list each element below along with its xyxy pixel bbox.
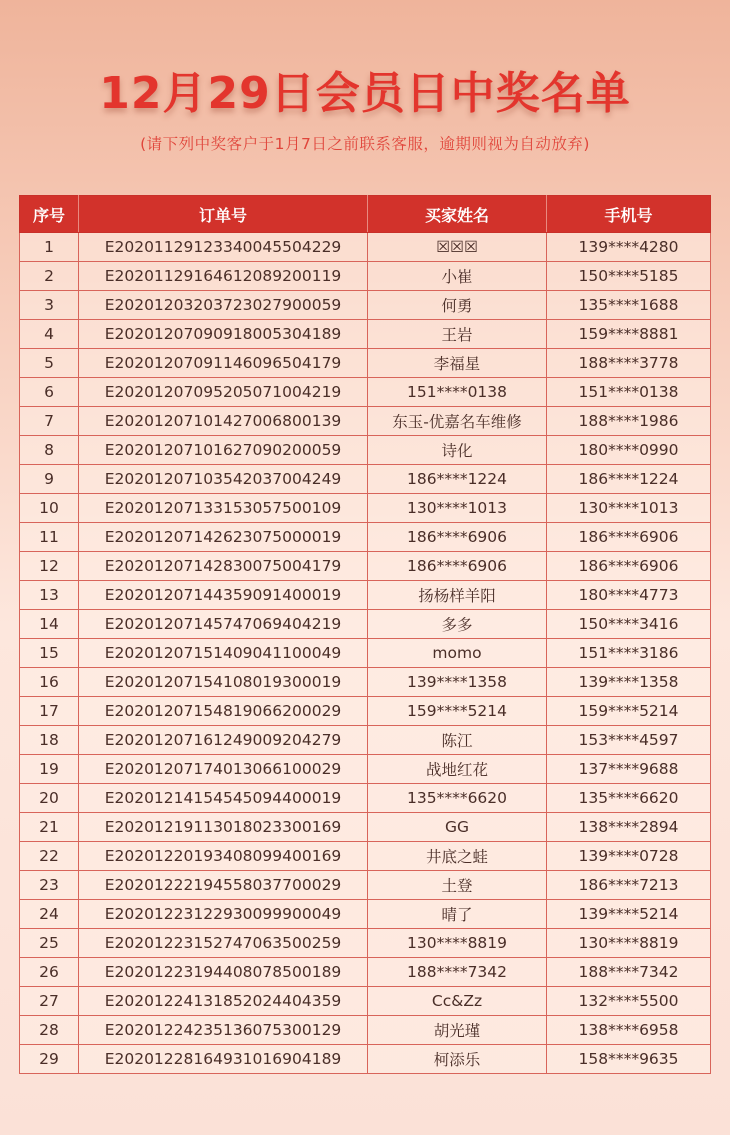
cell-index: 6 bbox=[20, 378, 79, 407]
table-row bbox=[20, 407, 711, 436]
cell-order-number: E20201214154545094400019 bbox=[79, 784, 368, 813]
table-row bbox=[20, 262, 711, 291]
table-row bbox=[20, 291, 711, 320]
table-row bbox=[20, 697, 711, 726]
cell-order-number: E20201207154108019300019 bbox=[79, 668, 368, 697]
cell-index: 17 bbox=[20, 697, 79, 726]
table-row bbox=[20, 813, 711, 842]
cell-index: 4 bbox=[20, 320, 79, 349]
cell-phone: 188****7342 bbox=[547, 958, 711, 987]
cell-buyer-name: 130****1013 bbox=[368, 494, 547, 523]
cell-buyer-name: 135****6620 bbox=[368, 784, 547, 813]
cell-phone: 159****8881 bbox=[547, 320, 711, 349]
cell-order-number: E20201207103542037004249 bbox=[79, 465, 368, 494]
cell-index: 24 bbox=[20, 900, 79, 929]
cell-order-number: E20201220193408099400169 bbox=[79, 842, 368, 871]
table-row bbox=[20, 378, 711, 407]
cell-phone: 139****0728 bbox=[547, 842, 711, 871]
cell-buyer-name: 胡光瑾 bbox=[368, 1016, 547, 1045]
page-title: 12月29日会员日中奖名单 bbox=[99, 68, 631, 119]
cell-phone: 159****5214 bbox=[547, 697, 711, 726]
cell-index: 25 bbox=[20, 929, 79, 958]
cell-buyer-name: 186****1224 bbox=[368, 465, 547, 494]
cell-order-number: E20201207142623075000019 bbox=[79, 523, 368, 552]
table-row bbox=[20, 929, 711, 958]
cell-index: 10 bbox=[20, 494, 79, 523]
cell-index: 23 bbox=[20, 871, 79, 900]
cell-order-number: E20201224131852024404359 bbox=[79, 987, 368, 1016]
cell-buyer-name: 186****6906 bbox=[368, 552, 547, 581]
cell-index: 21 bbox=[20, 813, 79, 842]
cell-order-number: E20201207144359091400019 bbox=[79, 581, 368, 610]
cell-phone: 150****5185 bbox=[547, 262, 711, 291]
cell-buyer-name: 186****6906 bbox=[368, 523, 547, 552]
cell-index: 1 bbox=[20, 233, 79, 262]
cell-index: 12 bbox=[20, 552, 79, 581]
table-row bbox=[20, 320, 711, 349]
cell-buyer-name: 柯添乐 bbox=[368, 1045, 547, 1074]
table-row bbox=[20, 987, 711, 1016]
cell-buyer-name: Cc&Zz bbox=[368, 987, 547, 1016]
cell-phone: 138****6958 bbox=[547, 1016, 711, 1045]
cell-phone: 158****9635 bbox=[547, 1045, 711, 1074]
column-header-buyer-name: 买家姓名 bbox=[368, 196, 547, 233]
cell-index: 9 bbox=[20, 465, 79, 494]
table-row bbox=[20, 871, 711, 900]
winner-table-container bbox=[19, 195, 710, 1074]
cell-order-number: E20201203203723027900059 bbox=[79, 291, 368, 320]
table-row bbox=[20, 494, 711, 523]
table-row bbox=[20, 233, 711, 262]
cell-buyer-name: 李福星 bbox=[368, 349, 547, 378]
table-row bbox=[20, 610, 711, 639]
table-row bbox=[20, 755, 711, 784]
cell-buyer-name: 陈江 bbox=[368, 726, 547, 755]
cell-buyer-name: 何勇 bbox=[368, 291, 547, 320]
cell-buyer-name: 扬杨样羊阳 bbox=[368, 581, 547, 610]
cell-order-number: E20201222194558037700029 bbox=[79, 871, 368, 900]
winner-table-body bbox=[20, 233, 711, 1074]
cell-buyer-name: 东玉-优嘉名车维修 bbox=[368, 407, 547, 436]
cell-index: 26 bbox=[20, 958, 79, 987]
cell-phone: 130****1013 bbox=[547, 494, 711, 523]
cell-buyer-name: 多多 bbox=[368, 610, 547, 639]
cell-phone: 130****8819 bbox=[547, 929, 711, 958]
cell-buyer-name: 土登 bbox=[368, 871, 547, 900]
cell-phone: 180****4773 bbox=[547, 581, 711, 610]
cell-buyer-name: 战地红花 bbox=[368, 755, 547, 784]
cell-buyer-name: 139****1358 bbox=[368, 668, 547, 697]
cell-order-number: E20201223194408078500189 bbox=[79, 958, 368, 987]
table-row bbox=[20, 1045, 711, 1074]
cell-buyer-name: 晴了 bbox=[368, 900, 547, 929]
cell-index: 29 bbox=[20, 1045, 79, 1074]
cell-phone: 188****3778 bbox=[547, 349, 711, 378]
cell-index: 22 bbox=[20, 842, 79, 871]
cell-order-number: E20201207154819066200029 bbox=[79, 697, 368, 726]
cell-order-number: E20201129164612089200119 bbox=[79, 262, 368, 291]
cell-order-number: E20201207145747069404219 bbox=[79, 610, 368, 639]
cell-buyer-name: 159****5214 bbox=[368, 697, 547, 726]
cell-order-number: E20201129123340045504229 bbox=[79, 233, 368, 262]
cell-order-number: E20201207174013066100029 bbox=[79, 755, 368, 784]
table-row bbox=[20, 581, 711, 610]
cell-order-number: E20201228164931016904189 bbox=[79, 1045, 368, 1074]
cell-phone: 137****9688 bbox=[547, 755, 711, 784]
cell-buyer-name: momo bbox=[368, 639, 547, 668]
cell-phone: 153****4597 bbox=[547, 726, 711, 755]
winner-table bbox=[19, 195, 711, 1074]
cell-phone: 139****4280 bbox=[547, 233, 711, 262]
cell-phone: 138****2894 bbox=[547, 813, 711, 842]
table-row bbox=[20, 842, 711, 871]
page-subtitle: (请下列中奖客户于1月7日之前联系客服，逾期则视为自动放弃) bbox=[140, 135, 590, 153]
cell-order-number: E20201207151409041100049 bbox=[79, 639, 368, 668]
table-row bbox=[20, 349, 711, 378]
cell-index: 11 bbox=[20, 523, 79, 552]
cell-index: 15 bbox=[20, 639, 79, 668]
cell-index: 5 bbox=[20, 349, 79, 378]
cell-buyer-name: 井底之蛙 bbox=[368, 842, 547, 871]
cell-phone: 139****1358 bbox=[547, 668, 711, 697]
cell-order-number: E20201207142830075004179 bbox=[79, 552, 368, 581]
header-row bbox=[20, 196, 711, 233]
cell-order-number: E20201207091146096504179 bbox=[79, 349, 368, 378]
table-row bbox=[20, 465, 711, 494]
cell-phone: 139****5214 bbox=[547, 900, 711, 929]
table-row bbox=[20, 639, 711, 668]
table-row bbox=[20, 784, 711, 813]
cell-order-number: E20201207101427006800139 bbox=[79, 407, 368, 436]
column-header-phone: 手机号 bbox=[547, 196, 711, 233]
cell-index: 28 bbox=[20, 1016, 79, 1045]
winner-table-header bbox=[20, 196, 711, 233]
cell-order-number: E20201207090918005304189 bbox=[79, 320, 368, 349]
cell-index: 19 bbox=[20, 755, 79, 784]
cell-order-number: E20201207095205071004219 bbox=[79, 378, 368, 407]
table-row bbox=[20, 900, 711, 929]
cell-order-number: E20201207101627090200059 bbox=[79, 436, 368, 465]
cell-index: 20 bbox=[20, 784, 79, 813]
cell-buyer-name: 151****0138 bbox=[368, 378, 547, 407]
cell-phone: 186****6906 bbox=[547, 523, 711, 552]
cell-index: 16 bbox=[20, 668, 79, 697]
cell-phone: 186****1224 bbox=[547, 465, 711, 494]
cell-buyer-name: ☒☒☒ bbox=[368, 233, 547, 262]
cell-phone: 186****7213 bbox=[547, 871, 711, 900]
cell-index: 14 bbox=[20, 610, 79, 639]
table-row bbox=[20, 726, 711, 755]
column-header-order-number: 订单号 bbox=[79, 196, 368, 233]
cell-buyer-name: 188****7342 bbox=[368, 958, 547, 987]
cell-buyer-name: GG bbox=[368, 813, 547, 842]
cell-order-number: E20201223152747063500259 bbox=[79, 929, 368, 958]
cell-index: 2 bbox=[20, 262, 79, 291]
cell-index: 27 bbox=[20, 987, 79, 1016]
cell-order-number: E20201207133153057500109 bbox=[79, 494, 368, 523]
cell-buyer-name: 王岩 bbox=[368, 320, 547, 349]
cell-order-number: E20201223122930099900049 bbox=[79, 900, 368, 929]
cell-order-number: E20201207161249009204279 bbox=[79, 726, 368, 755]
cell-phone: 180****0990 bbox=[547, 436, 711, 465]
table-row bbox=[20, 668, 711, 697]
cell-phone: 150****3416 bbox=[547, 610, 711, 639]
cell-phone: 135****1688 bbox=[547, 291, 711, 320]
table-row bbox=[20, 436, 711, 465]
cell-index: 3 bbox=[20, 291, 79, 320]
cell-index: 18 bbox=[20, 726, 79, 755]
cell-phone: 151****3186 bbox=[547, 639, 711, 668]
table-row bbox=[20, 958, 711, 987]
cell-buyer-name: 130****8819 bbox=[368, 929, 547, 958]
cell-order-number: E20201219113018023300169 bbox=[79, 813, 368, 842]
cell-buyer-name: 小崔 bbox=[368, 262, 547, 291]
column-header-index: 序号 bbox=[20, 196, 79, 233]
cell-index: 7 bbox=[20, 407, 79, 436]
cell-index: 13 bbox=[20, 581, 79, 610]
cell-phone: 188****1986 bbox=[547, 407, 711, 436]
cell-order-number: E20201224235136075300129 bbox=[79, 1016, 368, 1045]
table-row bbox=[20, 1016, 711, 1045]
cell-phone: 151****0138 bbox=[547, 378, 711, 407]
table-row bbox=[20, 523, 711, 552]
cell-index: 8 bbox=[20, 436, 79, 465]
cell-phone: 186****6906 bbox=[547, 552, 711, 581]
table-row bbox=[20, 552, 711, 581]
cell-phone: 132****5500 bbox=[547, 987, 711, 1016]
cell-phone: 135****6620 bbox=[547, 784, 711, 813]
cell-buyer-name: 诗化 bbox=[368, 436, 547, 465]
